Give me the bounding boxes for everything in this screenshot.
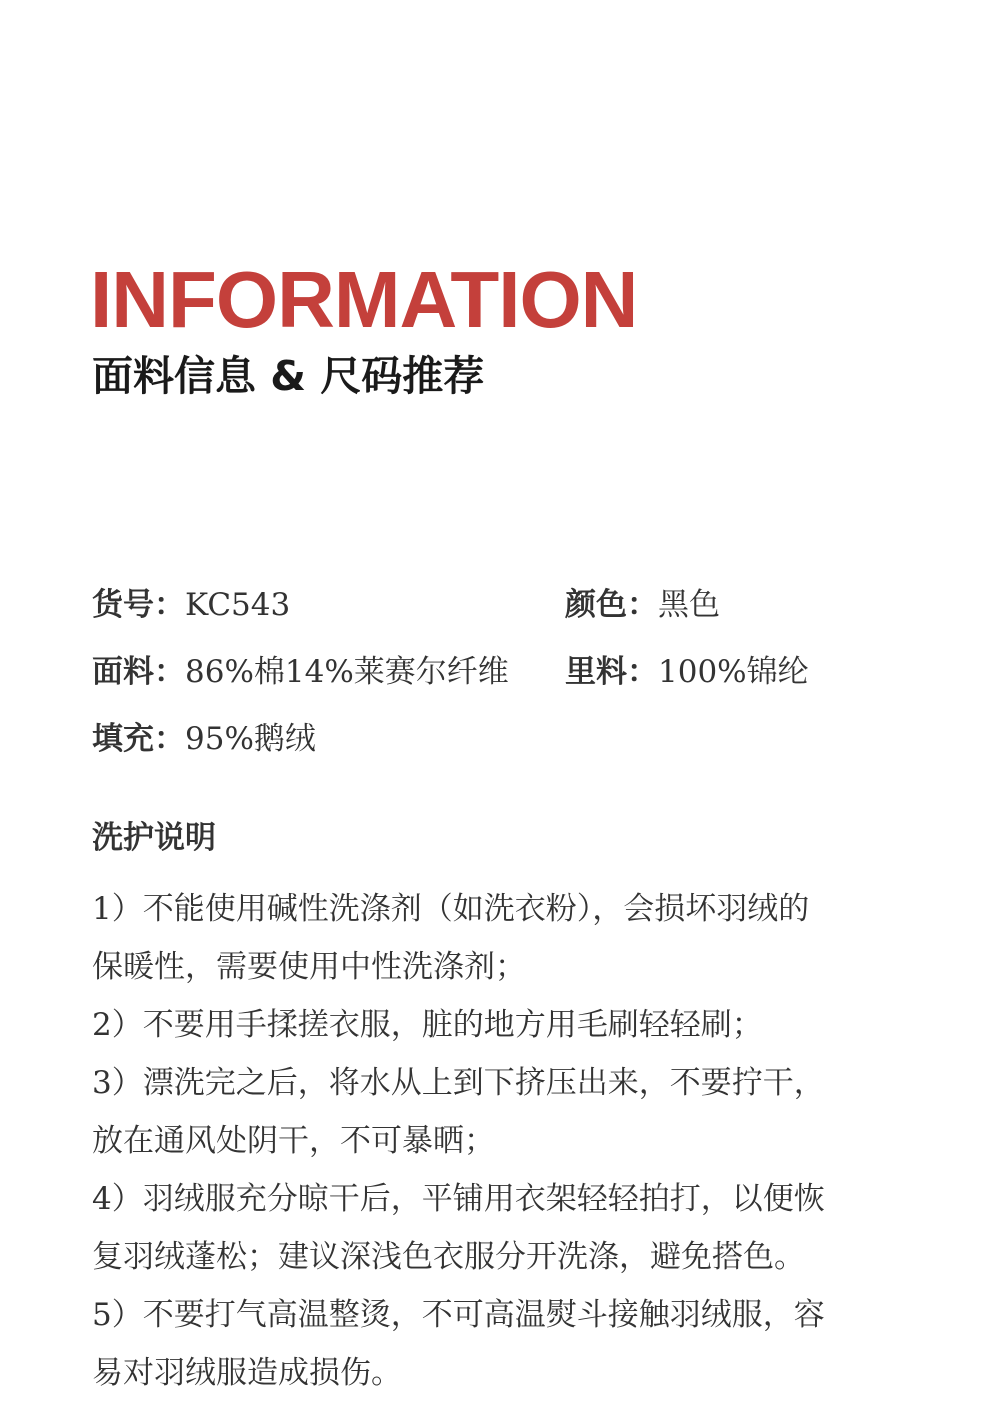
care-line: 3）漂洗完之后，将水从上到下挤压出来，不要拧干，	[92, 1065, 825, 1101]
spec-label: 颜色：	[565, 587, 658, 623]
spec-table	[92, 568, 912, 769]
spec-label: 面料：	[92, 654, 185, 690]
spec-label: 填充：	[92, 721, 185, 757]
spec-fabric	[92, 646, 565, 691]
spec-item-number	[92, 579, 565, 624]
spec-value: 95%鹅绒	[185, 721, 316, 757]
care-line: 4）羽绒服充分晾干后，平铺用衣架轻轻拍打，以便恢	[92, 1181, 825, 1217]
spec-row	[92, 635, 912, 702]
care-line: 放在通风处阴干，不可暴晒；	[92, 1123, 495, 1159]
spec-row	[92, 568, 912, 635]
care-instructions-body	[92, 880, 882, 1402]
care-line: 保暖性，需要使用中性洗涤剂；	[92, 949, 526, 985]
spec-lining	[565, 646, 905, 691]
spec-value: 100%锦纶	[658, 654, 809, 690]
care-line: 5）不要打气高温整烫，不可高温熨斗接触羽绒服，容	[92, 1297, 825, 1333]
care-line: 易对羽绒服造成损伤。	[92, 1355, 402, 1391]
page-subtitle: 面料信息 & 尺码推荐	[92, 352, 485, 400]
care-line: 1）不能使用碱性洗涤剂（如洗衣粉），会损坏羽绒的	[92, 891, 810, 927]
spec-label: 里料：	[565, 654, 658, 690]
spec-row	[92, 702, 912, 769]
spec-value: KC543	[185, 587, 291, 623]
page-title: INFORMATION	[90, 255, 638, 344]
spec-value: 黑色	[658, 587, 720, 623]
care-instructions-title: 洗护说明	[92, 820, 216, 856]
spec-color	[565, 579, 905, 624]
care-line: 2）不要用手揉搓衣服，脏的地方用毛刷轻轻刷；	[92, 1007, 763, 1043]
spec-value: 86%棉14%莱赛尔纤维	[185, 654, 509, 690]
spec-label: 货号：	[92, 587, 185, 623]
care-line: 复羽绒蓬松；建议深浅色衣服分开洗涤，避免搭色。	[92, 1239, 805, 1275]
spec-filling	[92, 713, 565, 758]
